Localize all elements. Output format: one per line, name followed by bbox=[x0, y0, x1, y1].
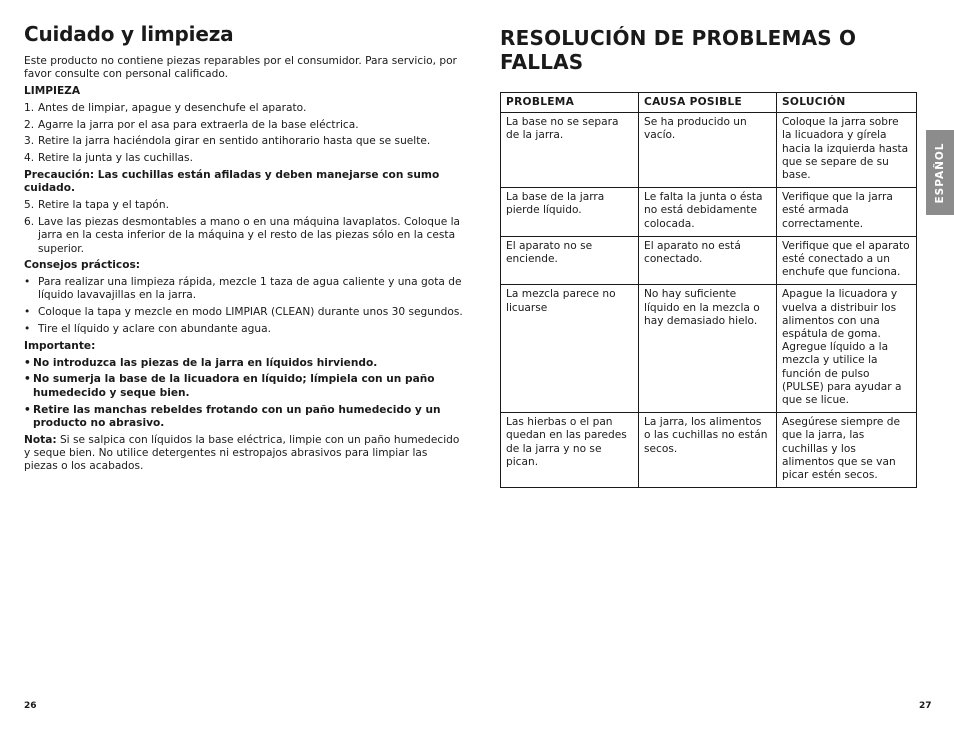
step-number: 5. bbox=[24, 199, 35, 212]
bullet-icon: • bbox=[24, 356, 31, 369]
header-causa: CAUSA POSIBLE bbox=[639, 93, 777, 113]
note-text: Si se salpica con líquidos la base eléctrica, limpie con un paño humedecido y seque bien. No utilice detergentes ni estropajos abrasivos para limpiar las piezas o los acabados. bbox=[24, 433, 460, 473]
step-number: 3. bbox=[24, 135, 35, 148]
page-number-right: 27 bbox=[919, 701, 932, 711]
problem-cell: Las hierbas o el pan quedan en las paredes de la jarra y no se pican. bbox=[501, 413, 639, 488]
step-text: Antes de limpiar, apague y desenchufe el aparato. bbox=[38, 101, 307, 114]
step-text: Lave las piezas desmontables a mano o en una máquina lavaplatos. Coloque la jarra en la cesta inferior de la máquina y el resto de las piezas sólo en la cesta superior. bbox=[38, 215, 461, 255]
bullet-icon: • bbox=[24, 403, 31, 416]
step-text: Retire la junta y las cuchillas. bbox=[38, 152, 193, 165]
tips-heading: Consejos prácticos: bbox=[24, 259, 141, 272]
solution-cell: Apague la licuadora y vuelva a distribuir los alimentos con una espátula de goma. Agregue líquido a la mezcla y utilice la función de pulso (PULSE) para ayudar a que se licue. bbox=[777, 285, 917, 413]
cause-cell: La jarra, los alimentos o las cuchillas no están secos. bbox=[639, 413, 777, 488]
header-problema: PROBLEMA bbox=[501, 93, 639, 113]
problem-cell: El aparato no se enciende. bbox=[501, 236, 639, 285]
cleaning-step bbox=[24, 135, 464, 148]
step-number: 6. bbox=[24, 215, 35, 228]
step-text: Retire la tapa y el tapón. bbox=[38, 199, 169, 212]
step-number: 2. bbox=[24, 118, 35, 131]
solution-cell: Coloque la jarra sobre la licuadora y gírela hacia la izquierda hasta que se separe de su base. bbox=[777, 113, 917, 188]
table-row bbox=[501, 188, 917, 237]
problem-cell: La base de la jarra pierde líquido. bbox=[501, 188, 639, 237]
solution-cell: Asegúrese siempre de que la jarra, las cuchillas y los alimentos que se van picar estén secos. bbox=[777, 413, 917, 488]
tip-item bbox=[24, 276, 464, 303]
table-row bbox=[501, 113, 917, 188]
note-paragraph bbox=[24, 434, 464, 474]
step-text: Agarre la jarra por el asa para extraerla de la base eléctrica. bbox=[38, 118, 359, 131]
important-item bbox=[24, 373, 464, 400]
table-row bbox=[501, 285, 917, 413]
table-row bbox=[501, 413, 917, 488]
important-text: No introduzca las piezas de la jarra en líquidos hirviendo. bbox=[33, 356, 378, 369]
header-solucion: SOLUCIÓN bbox=[777, 93, 917, 113]
tip-item bbox=[24, 323, 464, 336]
care-cleaning-section bbox=[24, 22, 464, 477]
important-text: Retire las manchas rebeldes frotando con un paño humedecido y un producto no abrasivo. bbox=[33, 403, 441, 429]
problem-cell: La base no se separa de la jarra. bbox=[501, 113, 639, 188]
cause-cell: El aparato no está conectado. bbox=[639, 236, 777, 285]
bullet-icon: • bbox=[24, 373, 31, 386]
language-tab-label: ESPAÑOL bbox=[934, 142, 946, 203]
precaution-text: Precaución: Las cuchillas están afiladas y deben manejarse con sumo cuidado. bbox=[24, 169, 440, 195]
cleaning-step bbox=[24, 102, 464, 115]
tip-item bbox=[24, 306, 464, 319]
cleaning-step bbox=[24, 152, 464, 165]
cleaning-step bbox=[24, 216, 464, 256]
solution-cell: Verifique que el aparato esté conectado a un enchufe que funciona. bbox=[777, 236, 917, 285]
important-heading: Importante: bbox=[24, 339, 96, 352]
step-text: Retire la jarra haciéndola girar en sentido antihorario hasta que se suelte. bbox=[38, 135, 431, 148]
problem-cell: La mezcla parece no licuarse bbox=[501, 285, 639, 413]
cause-cell: Le falta la junta o ésta no está debidamente colocada. bbox=[639, 188, 777, 237]
bullet-icon: • bbox=[24, 323, 31, 336]
bullet-icon: • bbox=[24, 306, 31, 319]
troubleshooting-table bbox=[500, 92, 917, 488]
solution-cell: Verifique que la jarra esté armada correctamente. bbox=[777, 188, 917, 237]
note-label: Nota: bbox=[24, 433, 57, 446]
important-item bbox=[24, 404, 464, 431]
cause-cell: Se ha producido un vacío. bbox=[639, 113, 777, 188]
important-text: No sumerja la base de la licuadora en líquido; límpiela con un paño humedecido y seque bien. bbox=[33, 373, 435, 399]
tip-text: Tire el líquido y aclare con abundante agua. bbox=[38, 323, 271, 336]
cleaning-step bbox=[24, 119, 464, 132]
troubleshooting-section bbox=[500, 26, 916, 488]
cause-cell: No hay suficiente líquido en la mezcla o hay demasiado hielo. bbox=[639, 285, 777, 413]
tip-text: Para realizar una limpieza rápida, mezcle 1 taza de agua caliente y una gota de líquido lavavajillas en la jarra. bbox=[38, 276, 462, 302]
intro-text: Este producto no contiene piezas reparables por el consumidor. Para servicio, por favor consulte con personal calificado. bbox=[24, 55, 457, 81]
table-row bbox=[501, 236, 917, 285]
language-tab bbox=[926, 130, 954, 215]
troubleshooting-title: RESOLUCIÓN DE PROBLEMAS O FALLAS bbox=[500, 26, 857, 74]
table-header-row bbox=[501, 93, 917, 113]
important-item bbox=[24, 357, 464, 370]
step-number: 1. bbox=[24, 101, 35, 114]
cleaning-step bbox=[24, 199, 464, 212]
bullet-icon: • bbox=[24, 276, 31, 289]
care-cleaning-title: Cuidado y limpieza bbox=[24, 22, 234, 46]
limpieza-heading: LIMPIEZA bbox=[24, 85, 81, 98]
tip-text: Coloque la tapa y mezcle en modo LIMPIAR (CLEAN) durante unos 30 segundos. bbox=[38, 306, 463, 319]
step-number: 4. bbox=[24, 152, 35, 165]
page-number-left: 26 bbox=[24, 701, 37, 711]
